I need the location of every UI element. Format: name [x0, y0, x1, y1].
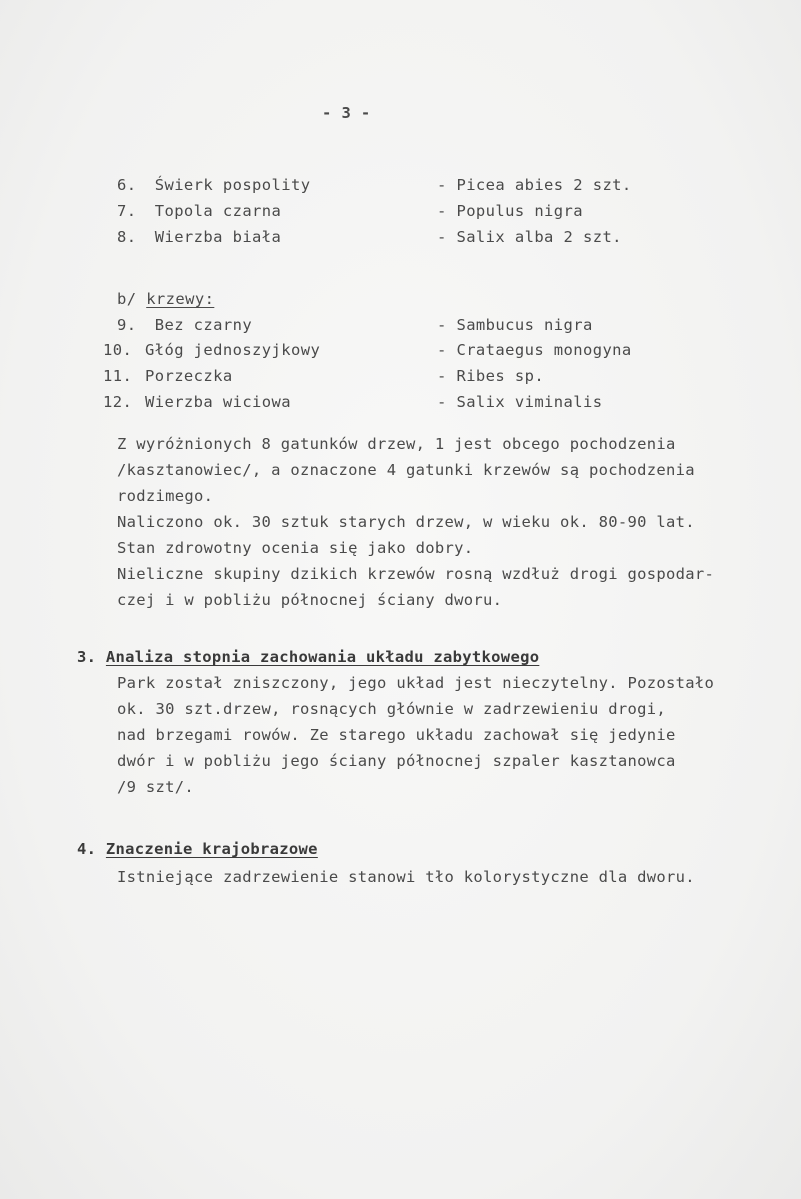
paragraph-line: /kasztanowiec/, a oznaczone 4 gatunki krzewów są pochodzenia [117, 461, 695, 479]
latin-name: - Ribes sp. [437, 367, 545, 385]
latin-name: - Salix viminalis [437, 393, 603, 411]
shrub-item-10 [103, 340, 320, 360]
polish-name: Świerk pospolity [154, 176, 311, 194]
item-number: 9. [117, 316, 137, 334]
section-3-heading [77, 648, 539, 666]
polish-name: Wierzba wiciowa [145, 393, 291, 411]
latin-name: - Populus nigra [437, 202, 583, 220]
section-4-body: Istniejące zadrzewienie stanowi tło kolorystyczne dla dworu. [117, 868, 695, 886]
item-number: 7. [117, 202, 137, 220]
item-number: 12. [103, 393, 133, 411]
latin-name: - Crataegus monogyna [437, 341, 632, 359]
item-number: 6. [117, 176, 137, 194]
item-number: 10. [103, 341, 133, 359]
polish-name: Wierzba biała [154, 228, 282, 246]
polish-name: Głóg jednoszyjkowy [145, 341, 321, 359]
paragraph-line: rodzimego. [117, 487, 214, 505]
shrubs-heading-label: krzewy: [146, 290, 215, 308]
section-number: 3. [77, 648, 97, 666]
tree-item-8 [117, 227, 281, 247]
section-number: 4. [77, 840, 97, 858]
shrub-item-12 [103, 392, 291, 412]
paragraph-line: czej i w pobliżu północnej ściany dworu. [117, 591, 503, 609]
tree-item-7 [117, 201, 281, 221]
latin-name: - Sambucus nigra [437, 316, 593, 334]
section-title: Znaczenie krajobrazowe [105, 840, 318, 858]
polish-name: Topola czarna [154, 202, 282, 220]
paragraph-line: Z wyróżnionych 8 gatunków drzew, 1 jest obcego pochodzenia [117, 435, 676, 453]
shrubs-heading-prefix: b/ [117, 290, 137, 308]
section-3-body [117, 670, 714, 800]
item-number: 8. [117, 228, 137, 246]
latin-name: - Picea abies 2 szt. [437, 176, 632, 194]
paragraph-line: Nieliczne skupiny dzikich krzewów rosną wzdłuż drogi gospodar- [117, 565, 715, 583]
paragraph-line: Naliczono ok. 30 sztuk starych drzew, w wieku ok. 80-90 lat. [117, 513, 695, 531]
paragraph-line: Park został zniszczony, jego układ jest nieczytelny. Pozostało [117, 674, 715, 692]
latin-name: - Salix alba 2 szt. [437, 228, 622, 246]
paragraph-line: dwór i w pobliżu jego ściany północnej szpaler kasztanowca [117, 752, 676, 770]
paragraph-line: /9 szt/. [117, 778, 195, 796]
item-number: 11. [103, 367, 133, 385]
section-4-heading [77, 840, 318, 858]
shrub-item-11 [103, 366, 233, 386]
species-summary-paragraph [117, 431, 714, 613]
polish-name: Bez czarny [154, 316, 253, 334]
paragraph-line: Stan zdrowotny ocenia się jako dobry. [117, 539, 474, 557]
shrubs-heading [117, 289, 214, 309]
section-title: Analiza stopnia zachowania układu zabytkowego [105, 648, 540, 666]
paragraph-line: nad brzegami rowów. Ze starego układu zachował się jedynie [117, 726, 676, 744]
tree-item-6 [117, 175, 310, 195]
shrub-item-9 [117, 315, 252, 335]
page-number: - 3 - [322, 104, 371, 122]
paragraph-line: ok. 30 szt.drzew, rosnących głównie w zadrzewieniu drogi, [117, 700, 667, 718]
polish-name: Porzeczka [145, 367, 233, 385]
